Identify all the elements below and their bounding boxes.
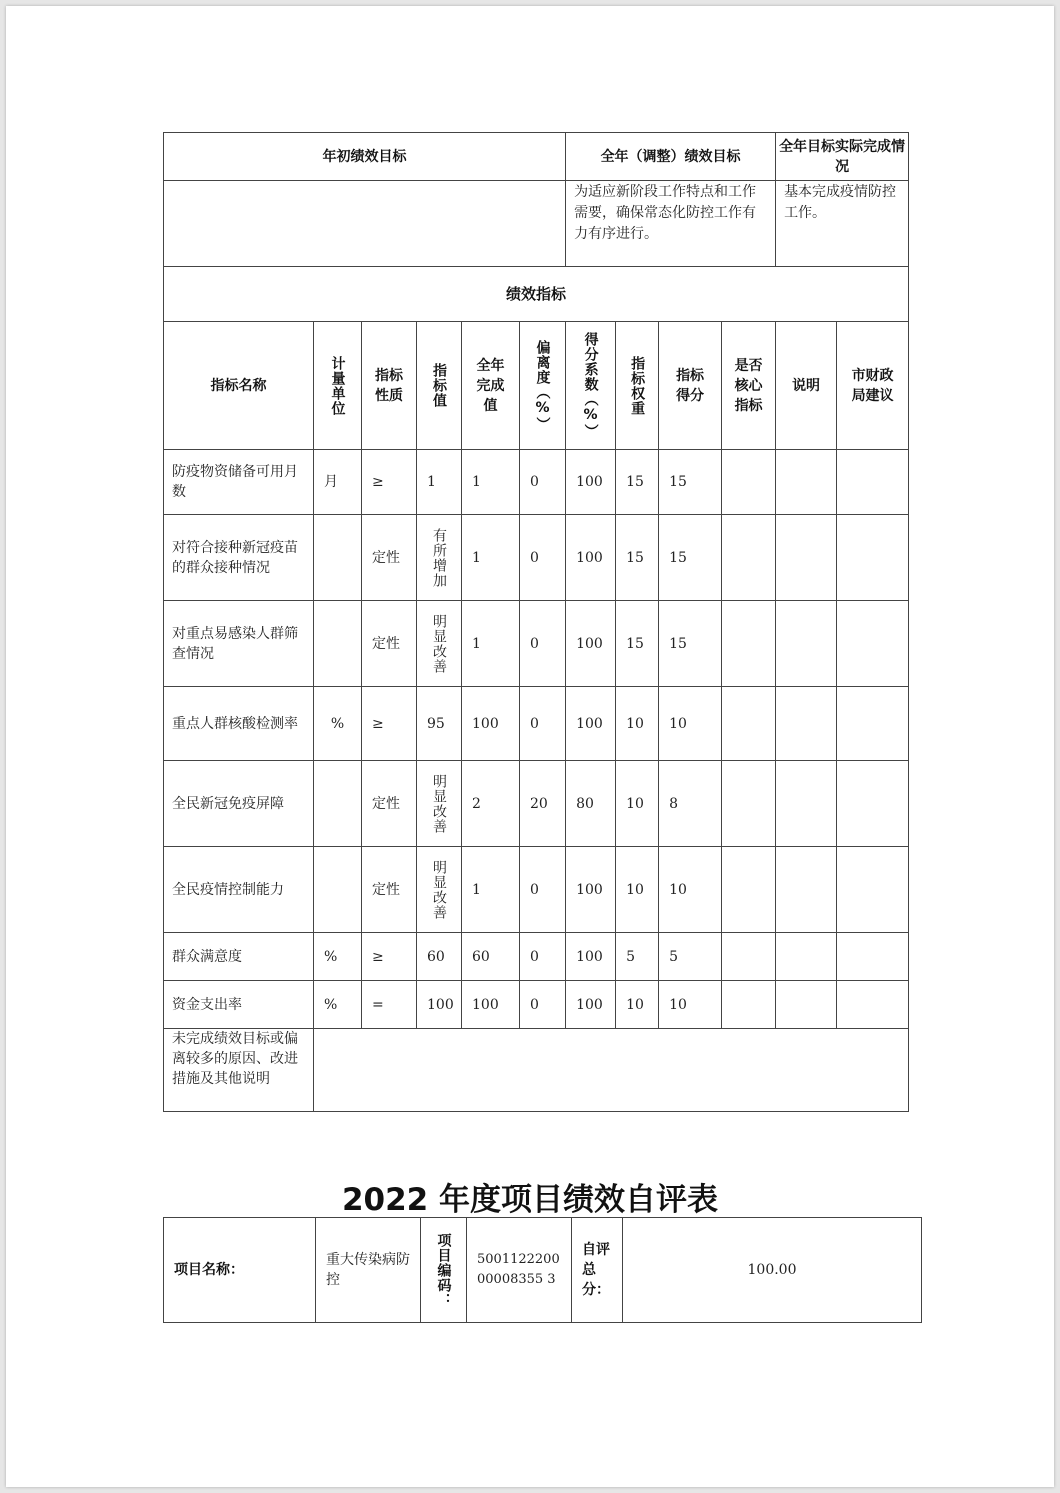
- section-title: 绩效指标: [164, 267, 909, 322]
- core-indicator: [722, 450, 776, 515]
- form-title: 2022 年度项目绩效自评表: [341, 1182, 719, 1218]
- footer-text: [314, 1029, 909, 1112]
- indicator-name: 全民疫情控制能力: [164, 847, 314, 933]
- table-row: [164, 687, 909, 761]
- deviation: 0: [520, 847, 566, 933]
- header-actual-value: 全年完成值: [462, 322, 520, 450]
- indicator-name: 对重点易感染人群筛查情况: [164, 601, 314, 687]
- indicator-name: 防疫物资储备可用月数: [164, 450, 314, 515]
- deviation: 0: [520, 687, 566, 761]
- note: [776, 450, 837, 515]
- finance-advice: [837, 450, 909, 515]
- project-code-label: 项目编码：: [435, 1232, 452, 1308]
- finance-advice: [837, 847, 909, 933]
- indicator-value: 明显改善: [431, 773, 447, 834]
- header-note: 说明: [776, 322, 837, 450]
- indicator-name: 资金支出率: [164, 981, 314, 1029]
- project-info-table: [163, 1217, 922, 1323]
- nature: =: [362, 981, 417, 1029]
- header-indicator-value: 指标值: [431, 363, 447, 408]
- adjusted-goal-text: 为适应新阶段工作特点和工作需要，确保常态化防控工作有力有序进行。: [566, 181, 776, 267]
- deviation: 20: [520, 761, 566, 847]
- table-row: [164, 450, 909, 515]
- finance-advice: [837, 515, 909, 601]
- nature: 定性: [362, 601, 417, 687]
- indicator-name: 重点人群核酸检测率: [164, 687, 314, 761]
- project-name-label: 项目名称：: [164, 1218, 316, 1323]
- project-name: 重大传染病防控: [316, 1218, 421, 1323]
- score: 15: [659, 601, 722, 687]
- coefficient: 100: [566, 515, 616, 601]
- header-unit: 计量单位: [329, 355, 346, 416]
- table-row: [164, 761, 909, 847]
- deviation: 0: [520, 515, 566, 601]
- actual-completion-text: 基本完成疫情防控工作。: [776, 181, 909, 267]
- indicator-value: 60: [417, 933, 462, 981]
- header-actual-completion: 全年目标实际完成情况: [776, 133, 909, 181]
- note: [776, 847, 837, 933]
- indicator-name: 群众满意度: [164, 933, 314, 981]
- unit: %: [314, 981, 362, 1029]
- note: [776, 761, 837, 847]
- coefficient: 100: [566, 450, 616, 515]
- project-code: 500112220000008355 3: [467, 1218, 572, 1323]
- note: [776, 601, 837, 687]
- table-row: [164, 981, 909, 1029]
- indicator-name: 全民新冠免疫屏障: [164, 761, 314, 847]
- nature: 定性: [362, 761, 417, 847]
- footer-label: 未完成绩效目标或偏离较多的原因、改进措施及其他说明: [164, 1029, 314, 1112]
- deviation: 0: [520, 933, 566, 981]
- table-row: [164, 847, 909, 933]
- weight: 10: [616, 981, 659, 1029]
- finance-advice: [837, 981, 909, 1029]
- coefficient: 80: [566, 761, 616, 847]
- coefficient: 100: [566, 847, 616, 933]
- unit: [314, 847, 362, 933]
- header-initial-goal: 年初绩效目标: [164, 133, 566, 181]
- indicator-name: 对符合接种新冠疫苗的群众接种情况: [164, 515, 314, 601]
- score: 8: [659, 761, 722, 847]
- core-indicator: [722, 761, 776, 847]
- finance-advice: [837, 601, 909, 687]
- actual-value: 1: [462, 515, 520, 601]
- core-indicator: [722, 601, 776, 687]
- header-coefficient: 得分系数（%）: [582, 332, 599, 439]
- deviation: 0: [520, 601, 566, 687]
- unit: [314, 601, 362, 687]
- deviation: 0: [520, 450, 566, 515]
- score: 15: [659, 450, 722, 515]
- deviation: 0: [520, 981, 566, 1029]
- header-indicator-name: 指标名称: [164, 322, 314, 450]
- indicator-value: 100: [417, 981, 462, 1029]
- core-indicator: [722, 847, 776, 933]
- indicator-value: 95: [417, 687, 462, 761]
- table-row: [164, 515, 909, 601]
- unit: %: [314, 933, 362, 981]
- coefficient: 100: [566, 981, 616, 1029]
- weight: 5: [616, 933, 659, 981]
- unit: [314, 515, 362, 601]
- score: 15: [659, 515, 722, 601]
- coefficient: 100: [566, 933, 616, 981]
- finance-advice: [837, 933, 909, 981]
- nature: ≥: [362, 687, 417, 761]
- note: [776, 687, 837, 761]
- header-core-indicator: 是否核心指标: [722, 322, 776, 450]
- score: 5: [659, 933, 722, 981]
- note: [776, 515, 837, 601]
- header-finance-advice: 市财政局建议: [837, 322, 909, 450]
- self-evaluation-score: 100.00: [623, 1218, 922, 1323]
- finance-advice: [837, 761, 909, 847]
- indicator-value: 有所增加: [431, 527, 447, 588]
- unit: 月: [314, 450, 362, 515]
- indicator-header-row: [164, 322, 909, 450]
- initial-goal-text: [164, 181, 566, 267]
- note: [776, 933, 837, 981]
- actual-value: 100: [462, 981, 520, 1029]
- unit: [314, 761, 362, 847]
- table-row: [164, 601, 909, 687]
- score: 10: [659, 847, 722, 933]
- header-score: 指标得分: [659, 322, 722, 450]
- weight: 15: [616, 601, 659, 687]
- actual-value: 1: [462, 450, 520, 515]
- weight: 10: [616, 847, 659, 933]
- weight: 10: [616, 687, 659, 761]
- header-nature: 指标性质: [362, 322, 417, 450]
- actual-value: 100: [462, 687, 520, 761]
- document-page: [6, 6, 1054, 1487]
- indicator-value: 1: [417, 450, 462, 515]
- core-indicator: [722, 687, 776, 761]
- indicator-value: 明显改善: [431, 859, 447, 920]
- nature: 定性: [362, 847, 417, 933]
- finance-advice: [837, 687, 909, 761]
- core-indicator: [722, 981, 776, 1029]
- actual-value: 1: [462, 601, 520, 687]
- core-indicator: [722, 515, 776, 601]
- header-weight: 指标权重: [629, 355, 646, 416]
- header-adjusted-goal: 全年（调整）绩效目标: [566, 133, 776, 181]
- weight: 15: [616, 515, 659, 601]
- nature: ≥: [362, 933, 417, 981]
- core-indicator: [722, 933, 776, 981]
- performance-table: [163, 132, 909, 1112]
- note: [776, 981, 837, 1029]
- coefficient: 100: [566, 601, 616, 687]
- actual-value: 1: [462, 847, 520, 933]
- score: 10: [659, 687, 722, 761]
- nature: ≥: [362, 450, 417, 515]
- indicator-value: 明显改善: [431, 613, 447, 674]
- nature: 定性: [362, 515, 417, 601]
- unit: %: [314, 687, 362, 761]
- header-deviation: 偏离度（%）: [534, 339, 551, 432]
- coefficient: 100: [566, 687, 616, 761]
- table-row: [164, 933, 909, 981]
- weight: 10: [616, 761, 659, 847]
- score-label: 自评总分：: [572, 1218, 623, 1323]
- actual-value: 2: [462, 761, 520, 847]
- score: 10: [659, 981, 722, 1029]
- weight: 15: [616, 450, 659, 515]
- actual-value: 60: [462, 933, 520, 981]
